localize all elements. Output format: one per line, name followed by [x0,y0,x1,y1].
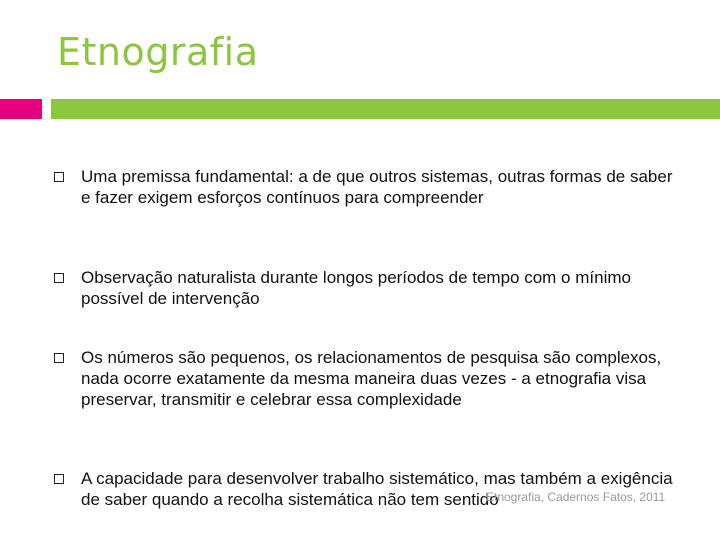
bullet-text: Os números são pequenos, os relacionamentos de pesquisa são complexos, nada ocorre exatamente da mesma maneira duas vezes - a etnografia visa preservar, transmitir e celebrar essa complexidade [81,348,662,409]
bullet-text: Uma premissa fundamental: a de que outros sistemas, outras formas de saber e fazer exigem esforços contínuos para compreender [81,167,673,207]
slide-title: Etnografia [57,30,259,74]
accent-bar-green [51,99,720,119]
bullet-text: Observação naturalista durante longos períodos de tempo com o mínimo possível de intervenção [81,268,631,308]
slide-footer: Etnografia, Cadernos Fatos, 2011 [486,490,666,504]
accent-bar-pink [0,99,42,119]
square-bullet-icon [54,172,64,182]
square-bullet-icon [54,273,64,283]
bullet-text: A capacidade para desenvolver trabalho sistemático, mas também a exigência de saber quando a recolha sistemática não tem sentido [81,469,673,509]
square-bullet-icon [54,474,64,484]
square-bullet-icon [54,353,64,363]
